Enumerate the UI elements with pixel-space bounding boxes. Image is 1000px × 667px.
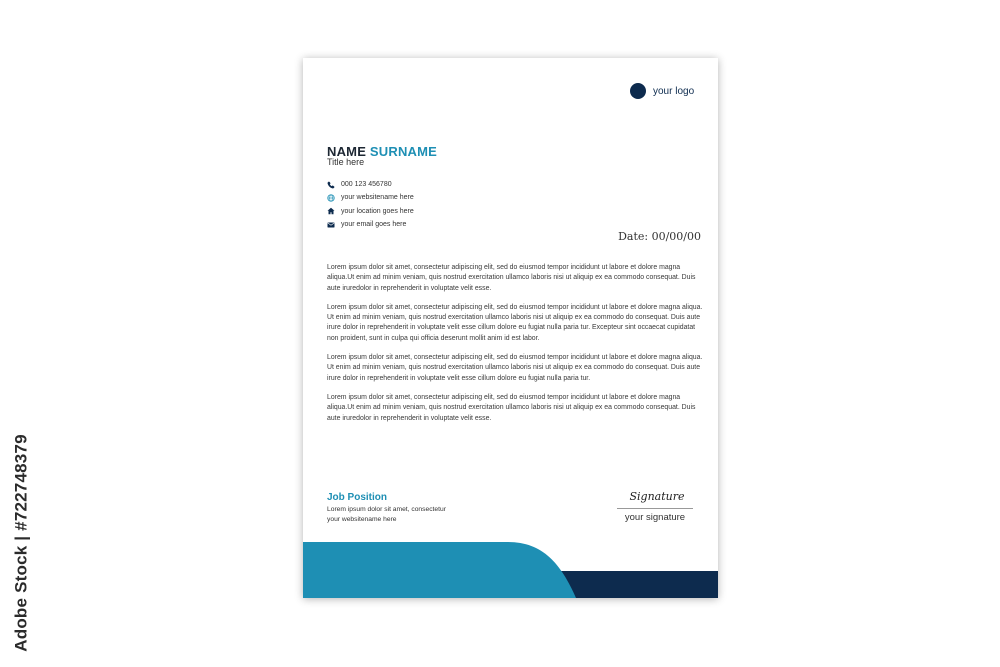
footer-teal-wave xyxy=(303,542,576,598)
contact-phone xyxy=(326,178,414,191)
contact-location xyxy=(326,205,414,218)
job-description-line: Lorem ipsum dolor sit amet, consectetur xyxy=(327,506,446,513)
letterhead-page xyxy=(303,58,718,598)
home-icon xyxy=(326,206,336,216)
contact-email xyxy=(326,218,414,231)
globe-icon xyxy=(326,193,336,203)
letter-date: Date: 00/00/00 xyxy=(618,230,701,243)
body-paragraph: Lorem ipsum dolor sit amet, consectetur adipiscing elit, sed do eiusmod tempor incididunt ut labore et dolore magna aliqua.Ut enim ad minim veniam, quis nostrud exercitation ullamco laboris nisi ut aliquip ex ea commodo consequat. Duis aute iruredolor in reprehenderit in voluptate velit esse. xyxy=(327,264,696,292)
contact-website xyxy=(326,191,414,204)
contact-location-text: your location goes here xyxy=(341,207,414,215)
first-name: NAME xyxy=(327,144,367,159)
logo-text: your logo xyxy=(653,85,695,97)
phone-icon xyxy=(326,180,336,190)
job-title-subtitle: Title here xyxy=(327,157,365,167)
job-website-line: your websitename here xyxy=(327,516,397,523)
contact-email-text: your email goes here xyxy=(341,221,407,229)
signature-label: your signature xyxy=(624,512,686,523)
body-paragraph: Lorem ipsum dolor sit amet, consectetur adipiscing elit, sed do eiusmod tempor incididunt ut labore et dolore magna aliqua.Ut enim ad minim veniam, quis nostrud exercitation ullamco laboris nisi ut aliquip ex ea commodo consequat. Duis aute iruredolor in reprehenderit in voluptate velit esse. xyxy=(327,393,696,422)
body-paragraph: Lorem ipsum dolor sit amet, consectetur adipiscing elit, sed do eiusmod tempor incididunt ut labore et dolore magna aliqua. Ut enim ad minim veniam, quis nostrud exercitation ullamco laboris nisi ut aliquip ex ea commodo do consequat. Duis aute irure dolor in reprehenderit in voluptate velit esse cillum dolore eu fugiat nulla paria tur. Excepteur sint occaecat cupidatat non proident, sunt in culpa qui officia deserunt mollit anim id est labor. xyxy=(327,303,703,342)
job-position-details xyxy=(327,505,446,525)
circle-logo-icon xyxy=(630,83,646,99)
footer-decoration xyxy=(303,542,718,598)
contact-list xyxy=(326,178,414,231)
contact-phone-text: 000 123 456780 xyxy=(341,181,392,189)
letter-body xyxy=(327,263,703,433)
logo xyxy=(630,83,694,99)
job-position-heading: Job Position xyxy=(327,492,387,503)
watermark-id-text: Adobe Stock | #722748379 xyxy=(12,434,32,652)
body-paragraph: Lorem ipsum dolor sit amet, consectetur adipiscing elit, sed do eiusmod tempor incididunt ut labore et dolore magna aliqua. Ut enim ad minim veniam, quis nostrud exercitation ullamco laboris nisi ut aliquip ex ea commodo do consequat. Duis aute irure dolor in reprehenderit in voluptate velit esse cillum dolore eu fugiat nulla paria tur. xyxy=(327,354,703,382)
stock-watermark-side xyxy=(10,430,34,656)
signature-script: Signature xyxy=(629,490,685,503)
signature-line xyxy=(617,508,693,509)
contact-website-text: your websitename here xyxy=(341,194,414,202)
last-name: SURNAME xyxy=(369,144,438,159)
footer-wave-shapes xyxy=(303,542,718,598)
envelope-icon xyxy=(326,220,336,230)
